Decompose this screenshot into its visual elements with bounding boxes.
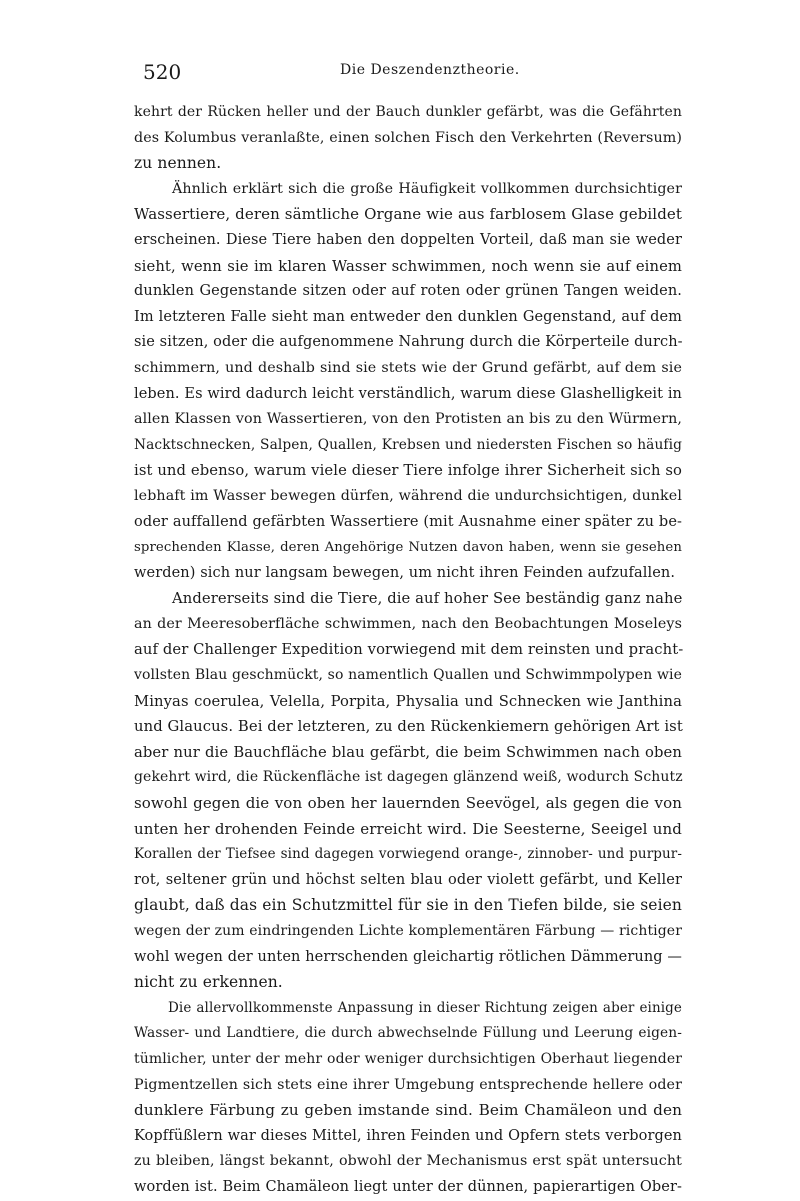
text-line: Im letzteren Falle sieht man entweder den dunklen Gegenstand, auf dem bbox=[134, 308, 682, 325]
text-line: nicht zu erkennen. bbox=[134, 973, 283, 992]
text-line: sowohl gegen die von oben her lauernden Seevögel, als gegen die von bbox=[134, 794, 682, 813]
text-line: zu nennen. bbox=[134, 154, 222, 173]
text-line: aber nur die Bauchfläche blau gefärbt, die beim Schwimmen nach oben bbox=[134, 743, 682, 761]
text-line: schimmern, und deshalb sind sie stets wie der Grund gefärbt, auf dem sie bbox=[134, 359, 682, 376]
text-line: und Glaucus. Bei der letzteren, zu den Rückenkiemern gehörigen Art ist bbox=[134, 718, 683, 736]
body-text bbox=[134, 100, 682, 1201]
text-line: Andererseits sind die Tiere, die auf hoher See beständig ganz nahe bbox=[172, 590, 683, 608]
text-line: rot, seltener grün und höchst selten blau oder violett gefärbt, und Keller bbox=[134, 871, 682, 888]
text-line: sieht, wenn sie im klaren Wasser schwimmen, noch wenn sie auf einem bbox=[134, 257, 682, 275]
text-line: ist und ebenso, warum viele dieser Tiere infolge ihrer Sicherheit sich so bbox=[134, 462, 682, 480]
text-line: des Kolumbus veranlaßte, einen solchen Fisch den Verkehrten (Reversum) bbox=[134, 129, 682, 146]
text-line: oder auffallend gefärbten Wassertiere (mit Ausnahme einer später zu be- bbox=[134, 513, 682, 530]
text-line: werden) sich nur langsam bewegen, um nicht ihren Feinden aufzufallen. bbox=[134, 564, 676, 581]
text-line: sprechenden Klasse, deren Angehörige Nutzen davon haben, wenn sie gesehen bbox=[134, 540, 682, 556]
running-head: Die Deszendenztheorie. bbox=[340, 62, 520, 78]
text-line: Pigmentzellen sich stets eine ihrer Umgebung entsprechende hellere oder bbox=[134, 1076, 682, 1093]
text-line: Korallen der Tiefsee sind dagegen vorwiegend orange-, zinnober- und purpur- bbox=[134, 846, 682, 863]
text-line: vollsten Blau geschmückt, so namentlich Quallen und Schwimmpolypen wie bbox=[134, 667, 682, 684]
text-line: dunklen Gegenstande sitzen oder auf roten oder grünen Tangen weiden. bbox=[134, 283, 682, 300]
text-line: Wassertiere, deren sämtliche Organe wie aus farblosem Glase gebildet bbox=[134, 205, 682, 224]
text-line: lebhaft im Wasser bewegen dürfen, während die undurchsichtigen, dunkel bbox=[134, 487, 682, 504]
text-line: allen Klassen von Wassertieren, von den Protisten an bis zu den Würmern, bbox=[134, 411, 682, 428]
paragraph bbox=[134, 996, 682, 1201]
text-line: worden ist. Beim Chamäleon liegt unter der dünnen, papierartigen Ober- bbox=[134, 1178, 682, 1195]
text-line: Kopffüßlern war dieses Mittel, ihren Feinden und Opfern stets verborgen bbox=[134, 1127, 682, 1144]
text-line: zu bleiben, längst bekannt, obwohl der Mechanismus erst spät untersucht bbox=[134, 1153, 682, 1170]
text-line: Die allervollkommenste Anpassung in dieser Richtung zeigen aber einige bbox=[168, 999, 682, 1016]
page-header bbox=[0, 60, 800, 86]
paragraph bbox=[134, 100, 682, 177]
text-line: wohl wegen der unten herrschenden gleichartig rötlichen Dämmerung — bbox=[134, 948, 682, 965]
paragraph bbox=[134, 177, 682, 587]
text-line: sie sitzen, oder die aufgenommene Nahrung durch die Körperteile durch- bbox=[134, 334, 683, 351]
text-line: glaubt, daß das ein Schutzmittel für sie in den Tiefen bilde, sie seien bbox=[134, 896, 682, 915]
page-number: 520 bbox=[143, 60, 182, 84]
text-line: tümlicher, unter der mehr oder weniger durchsichtigen Oberhaut liegender bbox=[134, 1050, 682, 1067]
text-line: erscheinen. Diese Tiere haben den doppelten Vorteil, daß man sie weder bbox=[134, 231, 682, 248]
text-line: an der Meeresoberfläche schwimmen, nach den Beobachtungen Moseleys bbox=[134, 615, 682, 632]
text-line: kehrt der Rücken heller und der Bauch dunkler gefärbt, was die Gefährten bbox=[134, 104, 682, 120]
text-line: wegen der zum eindringenden Lichte komplementären Färbung — richtiger bbox=[134, 923, 682, 939]
text-line: gekehrt wird, die Rückenfläche ist dagegen glänzend weiß, wodurch Schutz bbox=[134, 769, 683, 786]
paragraph bbox=[134, 586, 682, 996]
text-line: Wasser- und Landtiere, die durch abwechselnde Füllung und Leerung eigen- bbox=[134, 1025, 682, 1042]
text-line: auf der Challenger Expedition vorwiegend mit dem reinsten und pracht- bbox=[134, 641, 684, 659]
text-line: Ähnlich erklärt sich die große Häufigkeit vollkommen durchsichtiger bbox=[172, 180, 682, 197]
text-line: Nacktschnecken, Salpen, Quallen, Krebsen und niedersten Fischen so häufig bbox=[134, 436, 682, 453]
text-line: leben. Es wird dadurch leicht verständlich, warum diese Glashelligkeit in bbox=[134, 385, 682, 402]
text-line: Minyas coerulea, Velella, Porpita, Physalia und Schnecken wie Janthina bbox=[134, 692, 682, 710]
text-line: dunklere Färbung zu geben imstande sind. Beim Chamäleon und den bbox=[134, 1101, 682, 1120]
text-line: unten her drohenden Feinde erreicht wird. Die Seesterne, Seeigel und bbox=[134, 819, 682, 838]
